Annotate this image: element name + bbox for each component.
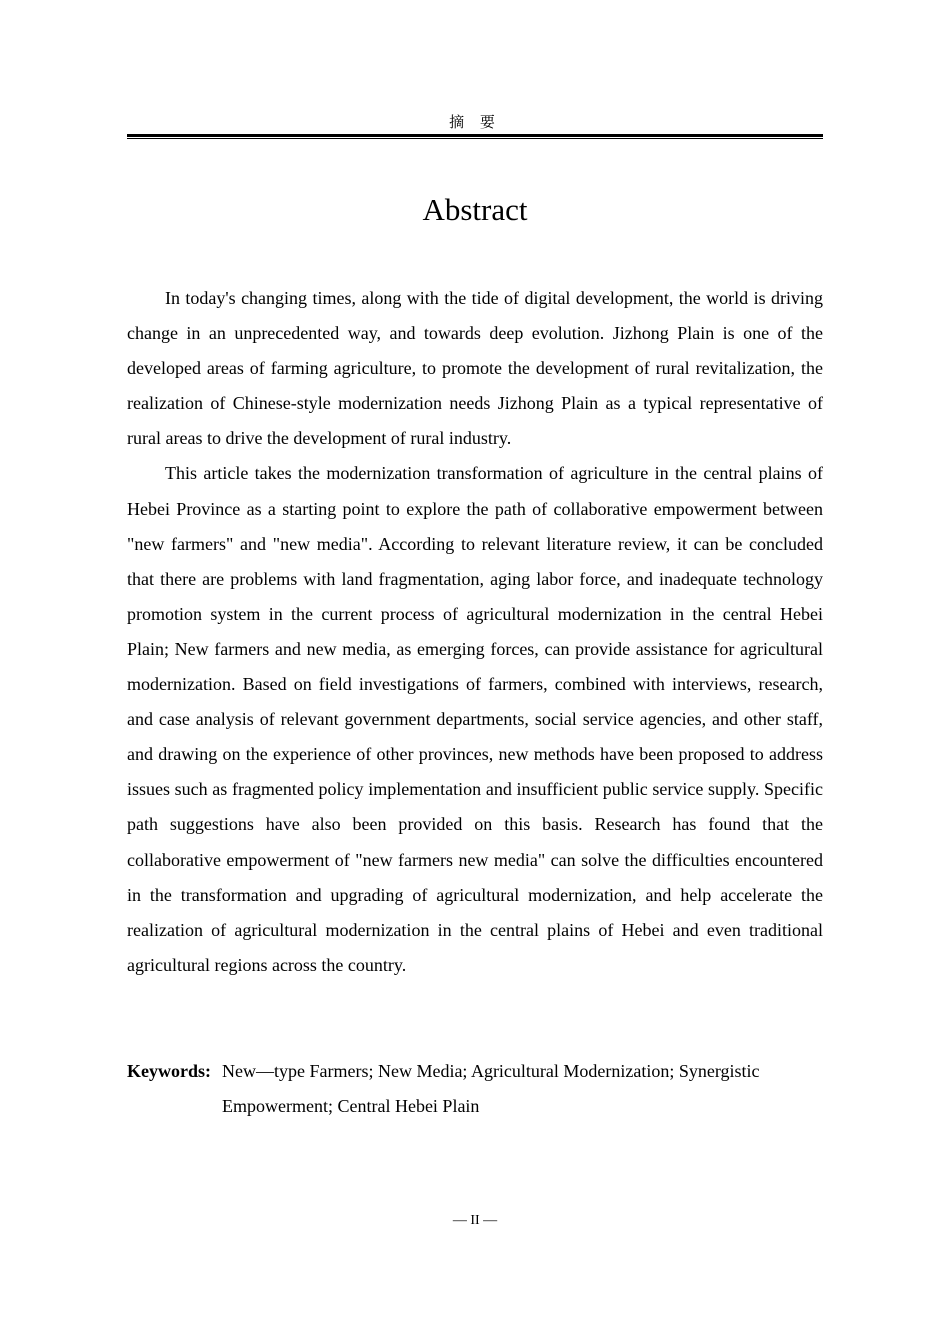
abstract-body: [127, 281, 823, 983]
keywords-label: Keywords:: [127, 1061, 211, 1081]
abstract-paragraph: This article takes the modernization transformation of agriculture in the central plains of Hebei Province as a starting point to explore the path of collaborative empowerment between "new farmers" and "new media". According to relevant literature review, it can be concluded that there are problems with land fragmentation, aging labor force, and inadequate technology promotion system in the current process of agricultural modernization in the central Hebei Plain; New farmers and new media, as emerging forces, can provide assistance for agricultural modernization. Based on field investigations of farmers, combined with interviews, research, and case analysis of relevant government departments, social service agencies, and other staff, and drawing on the experience of other provinces, new methods have been proposed to address issues such as fragmented policy implementation and insufficient public service supply. Specific path suggestions have also been provided on this basis. Research has found that the collaborative empowerment of "new farmers new media" can solve the difficulties encountered in the transformation and upgrading of agricultural modernization, and help accelerate the realization of agricultural modernization in the central plains of Hebei and even traditional agricultural regions across the country.: [127, 463, 823, 975]
header-rule-thick: [127, 134, 823, 137]
abstract-paragraph: In today's changing times, along with the tide of digital development, the world is driving change in an unprecedented way, and towards deep evolution. Jizhong Plain is one of the developed areas of farming agriculture, to promote the development of rural revitalization, the realization of Chinese-style modernization needs Jizhong Plain as a typical representative of rural areas to drive the development of rural industry.: [127, 288, 823, 449]
keywords-block: [127, 1054, 823, 1124]
running-header: 摘 要: [449, 115, 501, 131]
keywords-text: New—type Farmers; New Media; Agricultural Modernization; Synergistic Empowerment; Central Hebei Plain: [222, 1061, 760, 1116]
header-rule-thin: [127, 138, 823, 139]
page-number: — II —: [452, 1213, 498, 1228]
page-title: Abstract: [422, 192, 528, 227]
